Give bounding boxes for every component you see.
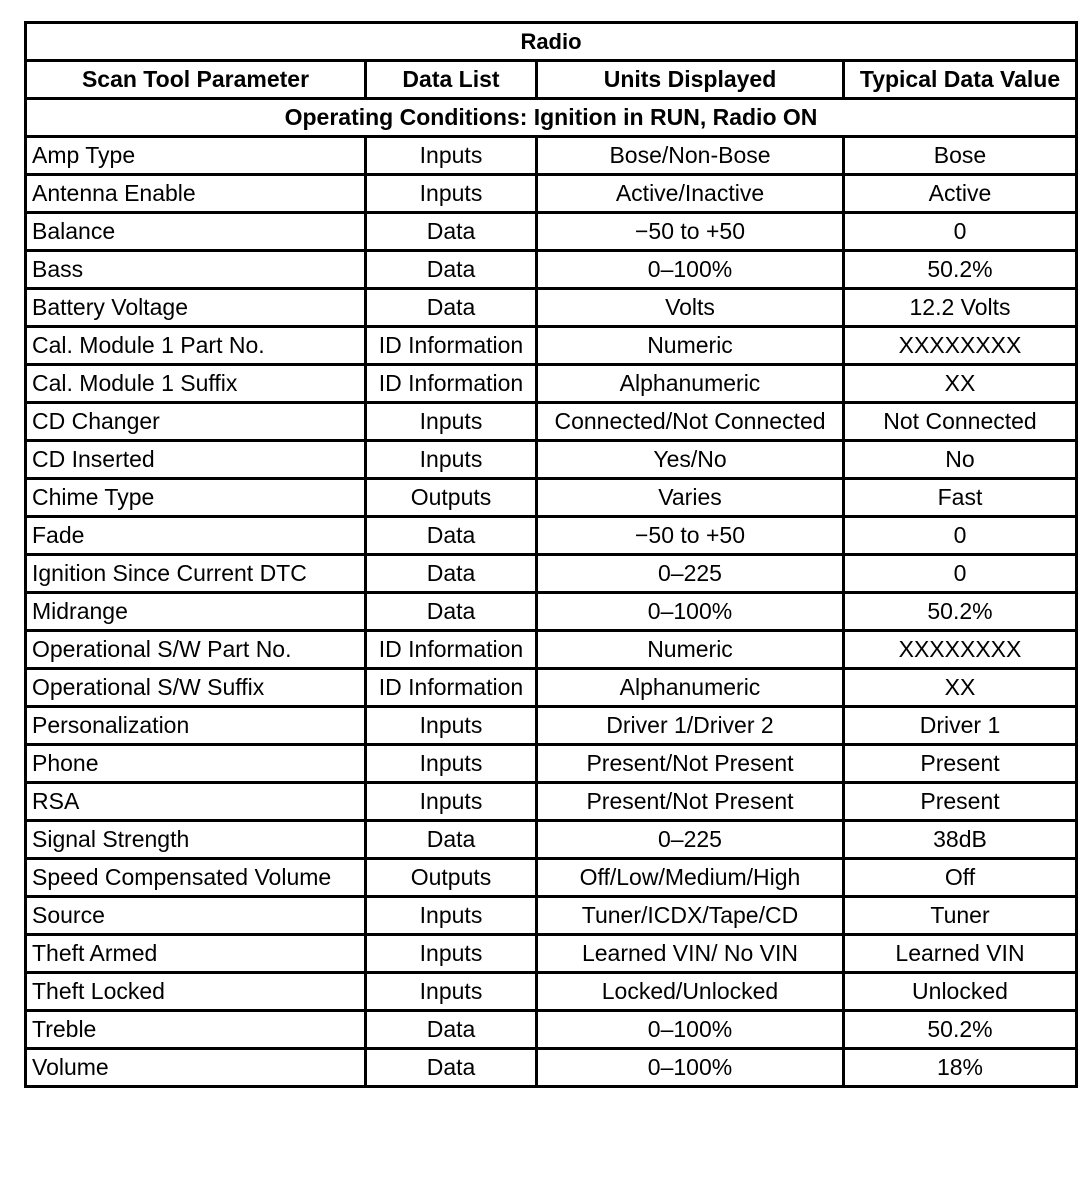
table-row	[26, 517, 1077, 555]
table-row	[26, 745, 1077, 783]
units-cell: Varies	[537, 479, 844, 517]
parameter-cell: Midrange	[26, 593, 366, 631]
typical-value-cell: 0	[844, 555, 1077, 593]
parameter-cell: Theft Armed	[26, 935, 366, 973]
typical-value-cell: XXXXXXXX	[844, 631, 1077, 669]
parameter-cell: Personalization	[26, 707, 366, 745]
data-list-cell: Inputs	[366, 403, 537, 441]
parameter-cell: Amp Type	[26, 137, 366, 175]
data-list-cell: Inputs	[366, 897, 537, 935]
data-list-cell: Data	[366, 213, 537, 251]
radio-data-sheet	[24, 21, 1075, 1088]
parameter-cell: Cal. Module 1 Suffix	[26, 365, 366, 403]
data-list-cell: Data	[366, 517, 537, 555]
typical-value-cell: Present	[844, 745, 1077, 783]
data-list-cell: ID Information	[366, 327, 537, 365]
table-row	[26, 897, 1077, 935]
typical-value-cell: 0	[844, 213, 1077, 251]
units-cell: −50 to +50	[537, 213, 844, 251]
data-list-cell: Inputs	[366, 707, 537, 745]
units-cell: Numeric	[537, 327, 844, 365]
typical-value-cell: No	[844, 441, 1077, 479]
data-list-cell: Inputs	[366, 175, 537, 213]
typical-value-cell: Driver 1	[844, 707, 1077, 745]
parameter-cell: Treble	[26, 1011, 366, 1049]
data-list-cell: Data	[366, 289, 537, 327]
units-cell: Active/Inactive	[537, 175, 844, 213]
table-title: Radio	[26, 23, 1077, 61]
data-list-cell: Inputs	[366, 935, 537, 973]
table-row	[26, 289, 1077, 327]
typical-value-cell: Learned VIN	[844, 935, 1077, 973]
units-cell: 0–225	[537, 555, 844, 593]
units-cell: −50 to +50	[537, 517, 844, 555]
data-list-cell: Data	[366, 821, 537, 859]
units-cell: 0–100%	[537, 1049, 844, 1087]
table-row	[26, 365, 1077, 403]
table-row	[26, 707, 1077, 745]
table-row	[26, 1049, 1077, 1087]
parameter-cell: Ignition Since Current DTC	[26, 555, 366, 593]
table-row	[26, 935, 1077, 973]
operating-conditions: Operating Conditions: Ignition in RUN, Radio ON	[26, 99, 1077, 137]
parameter-cell: RSA	[26, 783, 366, 821]
units-cell: 0–100%	[537, 593, 844, 631]
units-cell: Present/Not Present	[537, 783, 844, 821]
typical-value-cell: XX	[844, 365, 1077, 403]
typical-value-cell: 50.2%	[844, 251, 1077, 289]
table-row	[26, 821, 1077, 859]
units-cell: Connected/Not Connected	[537, 403, 844, 441]
units-cell: Alphanumeric	[537, 669, 844, 707]
typical-value-cell: Tuner	[844, 897, 1077, 935]
typical-value-cell: Unlocked	[844, 973, 1077, 1011]
data-list-cell: ID Information	[366, 365, 537, 403]
units-cell: 0–100%	[537, 1011, 844, 1049]
data-list-cell: Inputs	[366, 441, 537, 479]
table-body	[26, 137, 1077, 1087]
units-cell: Tuner/ICDX/Tape/CD	[537, 897, 844, 935]
typical-value-cell: 50.2%	[844, 593, 1077, 631]
table-row	[26, 213, 1077, 251]
data-list-cell: ID Information	[366, 631, 537, 669]
radio-parameter-table	[24, 21, 1078, 1088]
data-list-cell: Inputs	[366, 783, 537, 821]
parameter-cell: CD Inserted	[26, 441, 366, 479]
data-list-cell: Inputs	[366, 973, 537, 1011]
units-cell: Numeric	[537, 631, 844, 669]
header-scan-tool-parameter: Scan Tool Parameter	[26, 61, 366, 99]
table-title-row	[26, 23, 1077, 61]
parameter-cell: Phone	[26, 745, 366, 783]
units-cell: Learned VIN/ No VIN	[537, 935, 844, 973]
parameter-cell: Fade	[26, 517, 366, 555]
table-row	[26, 175, 1077, 213]
table-row	[26, 859, 1077, 897]
units-cell: Yes/No	[537, 441, 844, 479]
typical-value-cell: XXXXXXXX	[844, 327, 1077, 365]
table-header-row	[26, 61, 1077, 99]
typical-value-cell: Present	[844, 783, 1077, 821]
parameter-cell: Signal Strength	[26, 821, 366, 859]
parameter-cell: Antenna Enable	[26, 175, 366, 213]
table-row	[26, 555, 1077, 593]
typical-value-cell: Bose	[844, 137, 1077, 175]
units-cell: 0–225	[537, 821, 844, 859]
typical-value-cell: 38dB	[844, 821, 1077, 859]
table-row	[26, 973, 1077, 1011]
typical-value-cell: Active	[844, 175, 1077, 213]
data-list-cell: Data	[366, 1011, 537, 1049]
table-row	[26, 1011, 1077, 1049]
typical-value-cell: 50.2%	[844, 1011, 1077, 1049]
units-cell: Alphanumeric	[537, 365, 844, 403]
parameter-cell: Bass	[26, 251, 366, 289]
units-cell: 0–100%	[537, 251, 844, 289]
data-list-cell: Data	[366, 1049, 537, 1087]
units-cell: Driver 1/Driver 2	[537, 707, 844, 745]
table-row	[26, 137, 1077, 175]
parameter-cell: Operational S/W Suffix	[26, 669, 366, 707]
parameter-cell: Cal. Module 1 Part No.	[26, 327, 366, 365]
units-cell: Volts	[537, 289, 844, 327]
data-list-cell: Inputs	[366, 745, 537, 783]
data-list-cell: Data	[366, 593, 537, 631]
parameter-cell: CD Changer	[26, 403, 366, 441]
header-units-displayed: Units Displayed	[537, 61, 844, 99]
units-cell: Present/Not Present	[537, 745, 844, 783]
data-list-cell: Outputs	[366, 859, 537, 897]
units-cell: Bose/Non-Bose	[537, 137, 844, 175]
typical-value-cell: 12.2 Volts	[844, 289, 1077, 327]
table-row	[26, 593, 1077, 631]
parameter-cell: Operational S/W Part No.	[26, 631, 366, 669]
typical-value-cell: XX	[844, 669, 1077, 707]
table-row	[26, 479, 1077, 517]
parameter-cell: Source	[26, 897, 366, 935]
table-row	[26, 631, 1077, 669]
data-list-cell: Data	[366, 555, 537, 593]
parameter-cell: Balance	[26, 213, 366, 251]
data-list-cell: Outputs	[366, 479, 537, 517]
table-row	[26, 441, 1077, 479]
units-cell: Locked/Unlocked	[537, 973, 844, 1011]
data-list-cell: Inputs	[366, 137, 537, 175]
table-row	[26, 251, 1077, 289]
typical-value-cell: 0	[844, 517, 1077, 555]
typical-value-cell: Not Connected	[844, 403, 1077, 441]
typical-value-cell: Fast	[844, 479, 1077, 517]
parameter-cell: Speed Compensated Volume	[26, 859, 366, 897]
parameter-cell: Chime Type	[26, 479, 366, 517]
table-row	[26, 327, 1077, 365]
units-cell: Off/Low/Medium/High	[537, 859, 844, 897]
typical-value-cell: 18%	[844, 1049, 1077, 1087]
data-list-cell: ID Information	[366, 669, 537, 707]
typical-value-cell: Off	[844, 859, 1077, 897]
table-row	[26, 403, 1077, 441]
header-typical-data-value: Typical Data Value	[844, 61, 1077, 99]
header-data-list: Data List	[366, 61, 537, 99]
parameter-cell: Battery Voltage	[26, 289, 366, 327]
parameter-cell: Volume	[26, 1049, 366, 1087]
table-row	[26, 783, 1077, 821]
data-list-cell: Data	[366, 251, 537, 289]
parameter-cell: Theft Locked	[26, 973, 366, 1011]
table-row	[26, 669, 1077, 707]
operating-conditions-row	[26, 99, 1077, 137]
